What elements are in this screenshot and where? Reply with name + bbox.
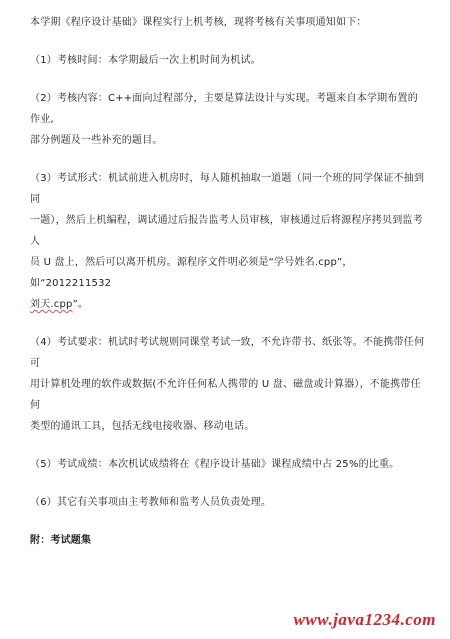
item-3-line-2: 一题），然后上机编程，调试通过后报告监考人员审核，审核通过后将源程序拷贝到监考人	[30, 215, 423, 247]
item-2-line-2: 部分例题及一些补充的题目。	[30, 135, 163, 146]
item-6-other-matters: （6）其它有关事项由主考教师和监考人员负责处理。	[30, 497, 272, 508]
item-3-line-3: 员 U 盘上，然后可以离开机房。源程序文件明必须是“学号姓名.cpp”，如“2012211532	[30, 257, 353, 289]
site-watermark: www.java1234.com	[293, 610, 436, 629]
item-3-exam-format	[30, 168, 428, 315]
item-2-line-1: （2）考核内容：C++面向过程部分，主要是算法设计与实现。考题来自本学期布置的作业,	[30, 93, 418, 125]
example-filename: 刘天.cpp	[30, 299, 73, 310]
intro-paragraph: 本学期《程序设计基础》课程实行上机考核，现将考核有关事项通知如下：	[30, 17, 367, 28]
item-4-line-1: （4）考试要求：机试时考试规则同课堂考试一致，不允许带书、纸张等。不能携带任何可	[30, 337, 425, 369]
item-3-line-1: （3）考试形式：机试前进入机房时，每人随机抽取一道题（同一个班的同学保证不抽到同	[30, 173, 425, 205]
item-3-line-4	[30, 294, 428, 315]
item-2-exam-content	[30, 88, 428, 151]
item-4-line-2: 用计算机处理的软件或数据(不允许任何私人携带的 U 盘、磁盘或计算器），不能携带任何	[30, 379, 421, 411]
appendix-heading: 附：考试题集	[30, 535, 92, 546]
item-1-exam-time: （1）考核时间：本学期最后一次上机时间为机试。	[30, 55, 261, 66]
document-body	[30, 12, 428, 551]
item-3-line-4-tail: ”。	[72, 299, 89, 310]
item-5-exam-score: （5）考试成绩：本次机试成绩将在《程序设计基础》课程成绩中占 25%的比重。	[30, 459, 400, 470]
item-4-exam-requirements	[30, 332, 428, 437]
item-4-line-3: 类型的通讯工具，包括无线电接收器、移动电话。	[30, 421, 255, 432]
